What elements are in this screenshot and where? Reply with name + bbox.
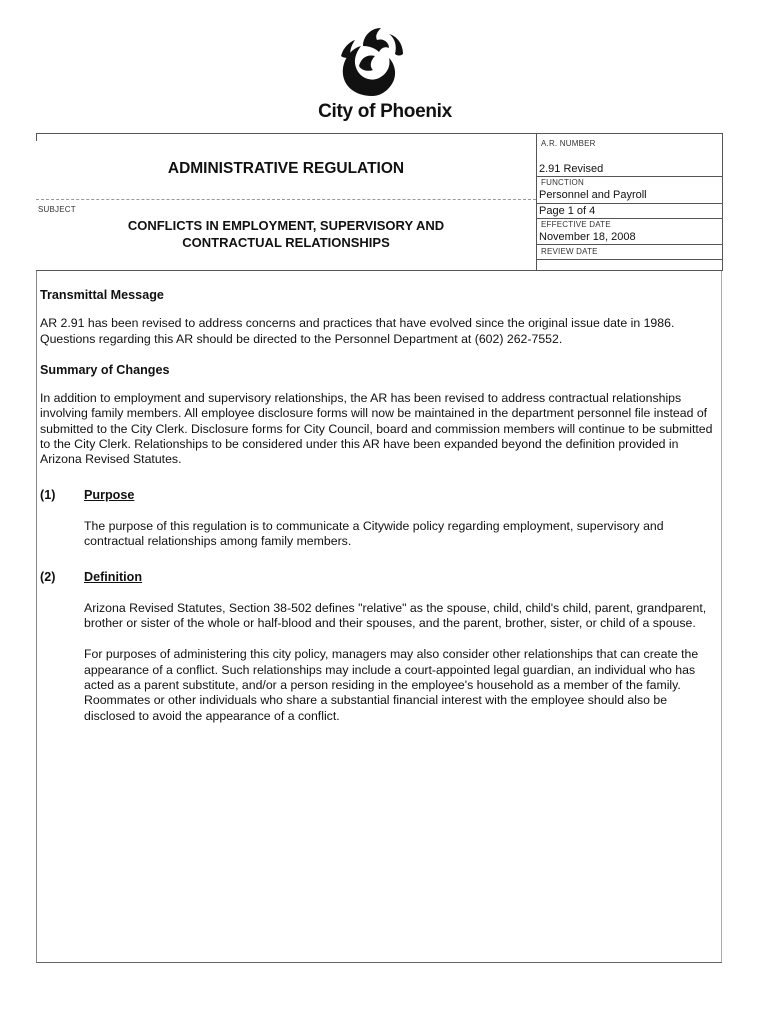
document-title: ADMINISTRATIVE REGULATION bbox=[167, 160, 405, 177]
section-purpose-heading bbox=[40, 488, 720, 503]
definition-paragraph-2: For purposes of administering this city policy, managers may also consider other relationships that can create the appearance of a conflict. Such relationships may include a court-appointed legal guardian, an individual who has acted as a parent substitute, and/or a person residing in the employee's household as a member of the family. Roommates or other individuals who share a substantial financial interest with the employee should also be disclosed to avoid the appearance of a conflict. bbox=[84, 647, 699, 723]
subject-line-2: CONTRACTUAL RELATIONSHIPS bbox=[182, 235, 390, 250]
subject-text bbox=[36, 217, 536, 251]
summary-heading: Summary of Changes bbox=[40, 362, 170, 377]
summary-text: In addition to employment and supervisory relationships, the AR has been revised to address contractual relationships involving family members. All employee disclosure forms will now be maintained in the department personnel file instead of submitted to the City Clerk. Disclosure forms for City Council, board and commission members will continue to be submitted to the City Clerk. Relationships to be considered under this AR have been expanded beyond the definition provided in Arizona Revised Statutes. bbox=[40, 391, 713, 467]
ar-number: 2.91 Revised bbox=[539, 163, 604, 175]
section-title: Definition bbox=[84, 569, 143, 584]
transmittal-text: AR 2.91 has been revised to address concerns and practices that have evolved since the original issue date in 1986. Questions regarding this AR should be directed to the Personnel Department at (602) 262-7552. bbox=[40, 316, 675, 346]
org-name: City of Phoenix bbox=[318, 101, 452, 122]
ar-number-label: A.R. NUMBER bbox=[541, 139, 596, 148]
regulation-header bbox=[36, 133, 724, 271]
definition-paragraph-1: Arizona Revised Statutes, Section 38-502 defines "relative" as the spouse, child, child's child, parent, grandparent, brother or sister of the whole or half-blood and their spouses, and the parent, brother, sister, or child of a spouse. bbox=[84, 600, 707, 631]
phoenix-bird-icon bbox=[333, 26, 411, 98]
page-indicator: Page 1 of 4 bbox=[539, 205, 596, 217]
effective-date-label: EFFECTIVE DATE bbox=[541, 220, 611, 229]
subject-line-1: CONFLICTS IN EMPLOYMENT, SUPERVISORY AND bbox=[127, 218, 445, 233]
function-label: FUNCTION bbox=[541, 178, 584, 187]
document-body bbox=[40, 288, 720, 724]
effective-date: November 18, 2008 bbox=[539, 231, 636, 243]
section-title: Purpose bbox=[84, 487, 135, 502]
section-number: (2) bbox=[40, 569, 56, 584]
function-value: Personnel and Payroll bbox=[539, 189, 647, 201]
section-definition-heading bbox=[40, 570, 720, 585]
transmittal-heading: Transmittal Message bbox=[40, 288, 164, 302]
section-number: (1) bbox=[40, 487, 56, 502]
review-date-label: REVIEW DATE bbox=[541, 247, 598, 256]
purpose-paragraph: The purpose of this regulation is to communicate a Citywide policy regarding employment, supervisory and contractual relationships among family members. bbox=[84, 518, 664, 549]
subject-label: SUBJECT bbox=[38, 205, 76, 214]
